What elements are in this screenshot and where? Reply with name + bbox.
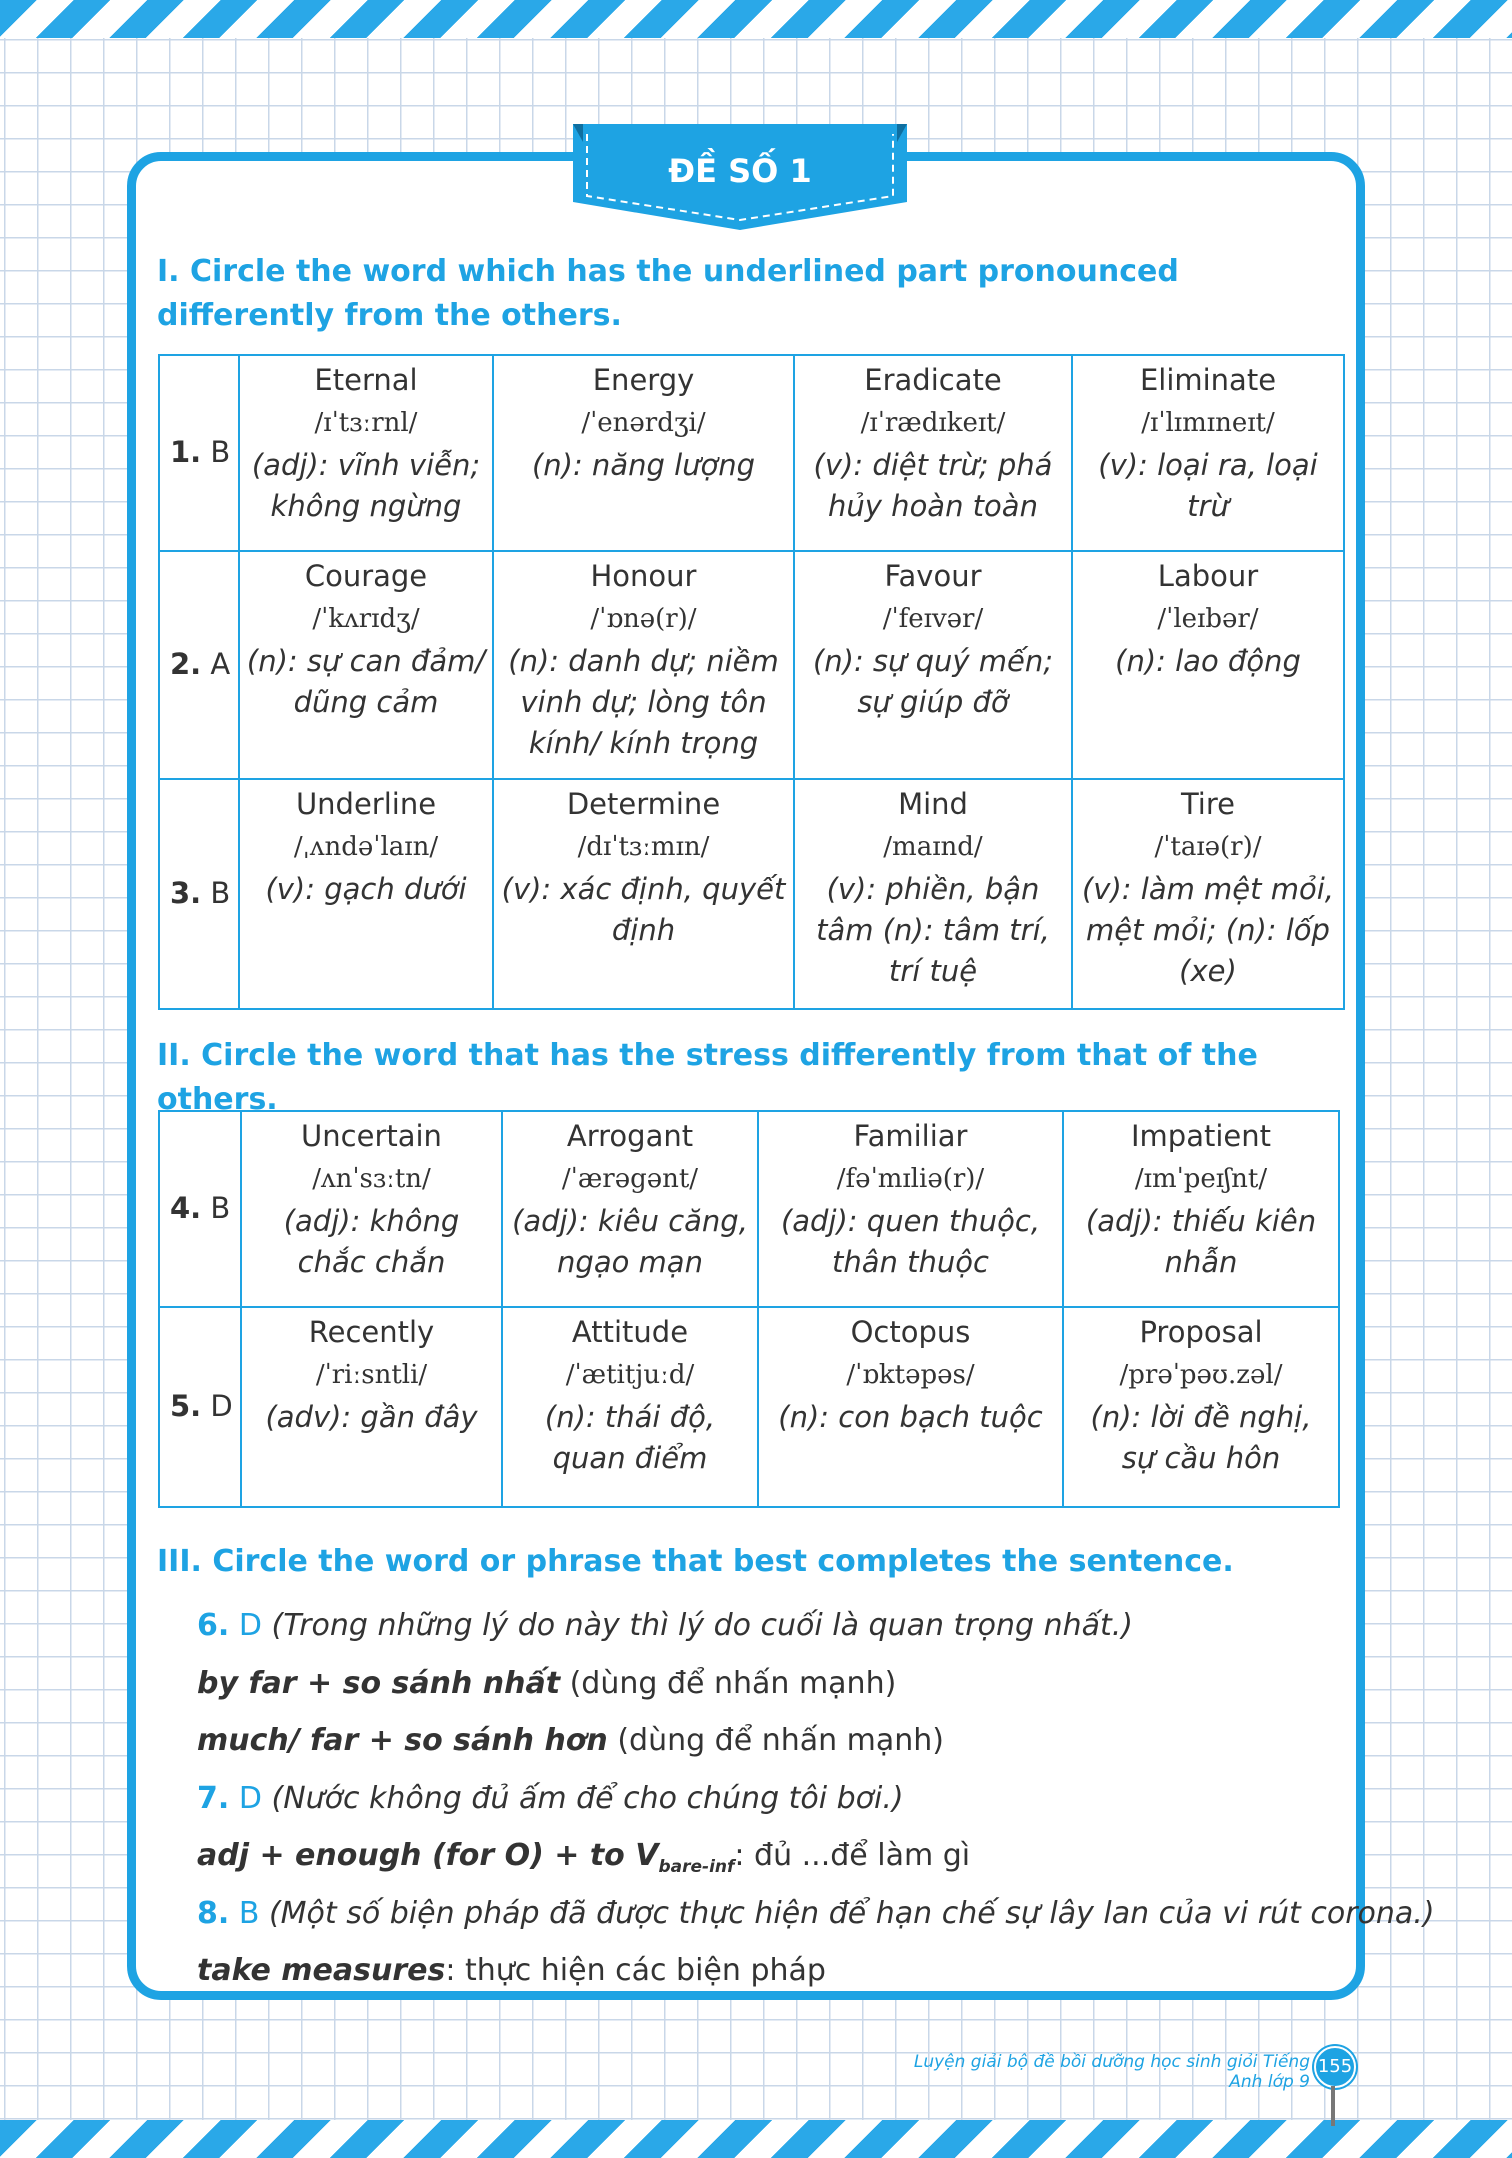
bottom-stripe-border — [0, 2120, 1512, 2158]
vocab-word: Eliminate — [1139, 363, 1277, 397]
answer-6-note: (Trong những lý do này thì lý do cuối là quan trọng nhất.) — [271, 1608, 1133, 1643]
answer-8-note: (Một số biện pháp đã được thực hiện để hạn chế sự lây lan của vi rút corona.) — [268, 1895, 1435, 1931]
rule-formula: much/ far + so sánh hơn — [197, 1723, 608, 1758]
word-cell — [502, 1307, 758, 1507]
word-meaning: (adj): không chắc chắn — [283, 1204, 460, 1279]
word-cell — [241, 1307, 502, 1507]
section-3-answers — [197, 1597, 1435, 2000]
word-meaning: (v): phiền, bận tâm (n): tâm trí, trí tuệ — [816, 872, 1050, 988]
answer-cell — [159, 355, 239, 551]
word-cell — [239, 551, 493, 779]
phonetic-transcription: /ˈenərdʒi/ — [581, 408, 706, 438]
phonetic-transcription: /ˈkʌrɪdʒ/ — [312, 604, 420, 634]
vocab-word: Mind — [898, 787, 968, 821]
phonetic-transcription: /maɪnd/ — [883, 832, 983, 862]
word-meaning: (adj): kiêu căng, ngạo mạn — [512, 1204, 748, 1279]
word-meaning: (n): lao động — [1115, 644, 1301, 678]
vocab-word: Uncertain — [301, 1119, 442, 1153]
answer-letter: B — [210, 1190, 231, 1225]
answer-cell — [159, 1111, 241, 1307]
phonetic-transcription: /ˈriːsntli/ — [315, 1360, 428, 1390]
vocab-word: Recently — [308, 1315, 435, 1349]
question-number: 2. — [170, 646, 202, 681]
word-meaning: (adj): vĩnh viễn; không ngừng — [251, 448, 481, 523]
title-ribbon — [573, 124, 907, 234]
phonetic-transcription: /ˈærəgənt/ — [561, 1164, 699, 1194]
rule-explanation: : đủ ...để làm gì — [734, 1838, 971, 1873]
word-cell — [1072, 551, 1344, 779]
word-meaning: (v): làm mệt mỏi, mệt mỏi; (n): lốp (xe) — [1081, 872, 1335, 988]
rule-explanation: : thực hiện các biện pháp — [445, 1953, 826, 1988]
answer-letter: D — [210, 1388, 233, 1423]
word-cell — [794, 551, 1072, 779]
vocab-word: Underline — [295, 787, 437, 821]
word-meaning: (v): diệt trừ; phá hủy hoàn toàn — [813, 448, 1053, 523]
phonetic-transcription: /ˈtaɪə(r)/ — [1154, 832, 1262, 862]
vocab-word: Labour — [1157, 559, 1259, 593]
word-cell — [502, 1111, 758, 1307]
footer-book-title: Luyện giải bộ đề bồi dưỡng học sinh giỏi Tiếng Anh lớp 9 — [913, 2052, 1310, 2092]
vocab-word: Tire — [1180, 787, 1235, 821]
rule-explanation: (dùng để nhấn mạnh) — [607, 1723, 945, 1758]
answer-8 — [197, 1885, 1435, 1943]
answer-6-number: 6. — [197, 1608, 230, 1643]
phonetic-transcription: /prəˈpəʊ.zəl/ — [1119, 1360, 1283, 1390]
table-row — [159, 551, 1344, 779]
answer-cell — [159, 551, 239, 779]
word-meaning: (v): xác định, quyết định — [501, 872, 786, 947]
section-3-heading: III. Circle the word or phrase that best completes the sentence. — [157, 1544, 1234, 1579]
word-cell — [1072, 355, 1344, 551]
page-marker-line — [1331, 2086, 1335, 2126]
word-cell — [493, 551, 794, 779]
answer-letter: A — [210, 646, 231, 681]
phonetic-transcription: /ɪˈlɪmɪneɪt/ — [1141, 408, 1275, 438]
answer-7-note: (Nước không đủ ấm để cho chúng tôi bơi.) — [271, 1780, 904, 1816]
table-row — [159, 779, 1344, 1009]
phonetic-transcription: /ɪmˈpeɪʃnt/ — [1134, 1164, 1268, 1194]
phonetic-transcription: /ˈfeɪvər/ — [882, 604, 984, 634]
table-row — [159, 1307, 1339, 1507]
phonetic-transcription: /ˈleɪbər/ — [1157, 604, 1259, 634]
answer-6-key: D — [238, 1608, 262, 1643]
vocab-word: Arrogant — [566, 1119, 694, 1153]
answer-6-rule-2 — [197, 1712, 1347, 1770]
phonetic-transcription: /fəˈmɪliə(r)/ — [836, 1164, 985, 1194]
word-meaning: (adj): thiếu kiên nhẫn — [1085, 1204, 1317, 1279]
answer-cell — [159, 779, 239, 1009]
answer-7-number: 7. — [197, 1780, 230, 1816]
section-2-heading: II. Circle the word that has the stress differently from that of the others. — [157, 1038, 1258, 1117]
answer-8-rule-1 — [197, 1942, 1347, 2000]
question-number: 3. — [170, 875, 202, 910]
answer-letter: B — [210, 434, 231, 469]
page-number: 155 — [1314, 2046, 1356, 2088]
word-cell — [493, 355, 794, 551]
vocab-word: Eternal — [314, 363, 418, 397]
word-meaning: (v): gạch dưới — [265, 872, 467, 906]
word-meaning: (n): danh dự; niềm vinh dự; lòng tôn kính/ kính trọng — [508, 644, 779, 760]
word-cell — [794, 779, 1072, 1009]
top-stripe-border — [0, 0, 1512, 38]
vocab-word: Courage — [304, 559, 428, 593]
word-meaning: (n): sự can đảm/ dũng cảm — [246, 644, 486, 719]
rule-explanation: (dùng để nhấn mạnh) — [560, 1665, 897, 1701]
phonetic-transcription: /ˈɒnə(r)/ — [590, 604, 697, 634]
phonetic-transcription: /ɪˈrædɪkeɪt/ — [860, 408, 1006, 438]
rule-formula: take measures — [197, 1953, 446, 1988]
vocab-word: Eradicate — [864, 363, 1002, 397]
word-cell — [758, 1111, 1063, 1307]
word-cell — [758, 1307, 1063, 1507]
word-meaning: (n): sự quý mến; sự giúp đỡ — [812, 644, 1054, 719]
answer-6-rule-1 — [197, 1655, 1347, 1713]
word-meaning: (n): năng lượng — [531, 448, 756, 482]
vocab-word: Octopus — [850, 1315, 971, 1349]
phonetic-transcription: /ʌnˈsɜːtn/ — [312, 1164, 431, 1194]
vocab-word: Energy — [592, 363, 695, 397]
word-cell — [239, 355, 493, 551]
word-cell — [1063, 1111, 1339, 1307]
word-meaning: (adj): quen thuộc, thân thuộc — [780, 1204, 1041, 1279]
rule-subscript: bare-inf — [658, 1857, 735, 1877]
word-meaning: (n): thái độ, quan điểm — [544, 1400, 716, 1475]
table-row — [159, 1111, 1339, 1307]
phonetic-transcription: /dɪˈtɜːmɪn/ — [577, 832, 710, 862]
word-meaning: (adv): gần đây — [265, 1400, 478, 1434]
vocab-word: Impatient — [1130, 1119, 1271, 1153]
vocab-word: Favour — [884, 559, 982, 593]
word-cell — [239, 779, 493, 1009]
question-number: 1. — [170, 434, 202, 469]
question-number: 5. — [170, 1388, 202, 1423]
word-cell — [493, 779, 794, 1009]
word-meaning: (n): con bạch tuộc — [778, 1400, 1043, 1434]
answer-6 — [197, 1597, 1347, 1655]
vocab-word: Attitude — [571, 1315, 689, 1349]
word-cell — [794, 355, 1072, 551]
vocab-word: Determine — [566, 787, 721, 821]
word-cell — [1063, 1307, 1339, 1507]
word-meaning: (v): loại ra, loại trừ — [1098, 448, 1318, 523]
pronunciation-table — [158, 354, 1345, 1010]
word-meaning: (n): lời đề nghị, sự cầu hôn — [1090, 1400, 1312, 1475]
answer-7 — [197, 1770, 1347, 1828]
phonetic-transcription: /ˈɒktəpəs/ — [846, 1360, 975, 1390]
word-cell — [241, 1111, 502, 1307]
answer-7-rule-1 — [197, 1827, 1347, 1885]
answer-letter: B — [210, 875, 231, 910]
answer-7-key: D — [238, 1780, 262, 1816]
vocab-word: Honour — [590, 559, 697, 593]
answer-cell — [159, 1307, 241, 1507]
rule-formula: by far + so sánh nhất — [197, 1665, 561, 1701]
vocab-word: Proposal — [1139, 1315, 1263, 1349]
vocab-word: Familiar — [853, 1119, 968, 1153]
answer-8-number: 8. — [197, 1895, 230, 1931]
answer-8-key: B — [238, 1895, 260, 1931]
phonetic-transcription: /ˈætitjuːd/ — [565, 1360, 695, 1390]
word-cell — [1072, 779, 1344, 1009]
phonetic-transcription: /ɪˈtɜːrnl/ — [314, 408, 418, 438]
test-title: ĐỀ SỐ 1 — [668, 152, 812, 190]
phonetic-transcription: /ˌʌndəˈlaɪn/ — [293, 832, 439, 862]
rule-formula: adj + enough (for O) + to V — [197, 1838, 659, 1873]
question-number: 4. — [170, 1190, 202, 1225]
table-row — [159, 355, 1344, 551]
stress-table — [158, 1110, 1340, 1508]
section-1-heading: I. Circle the word which has the underlined part pronounced differently from the others. — [157, 254, 1179, 333]
